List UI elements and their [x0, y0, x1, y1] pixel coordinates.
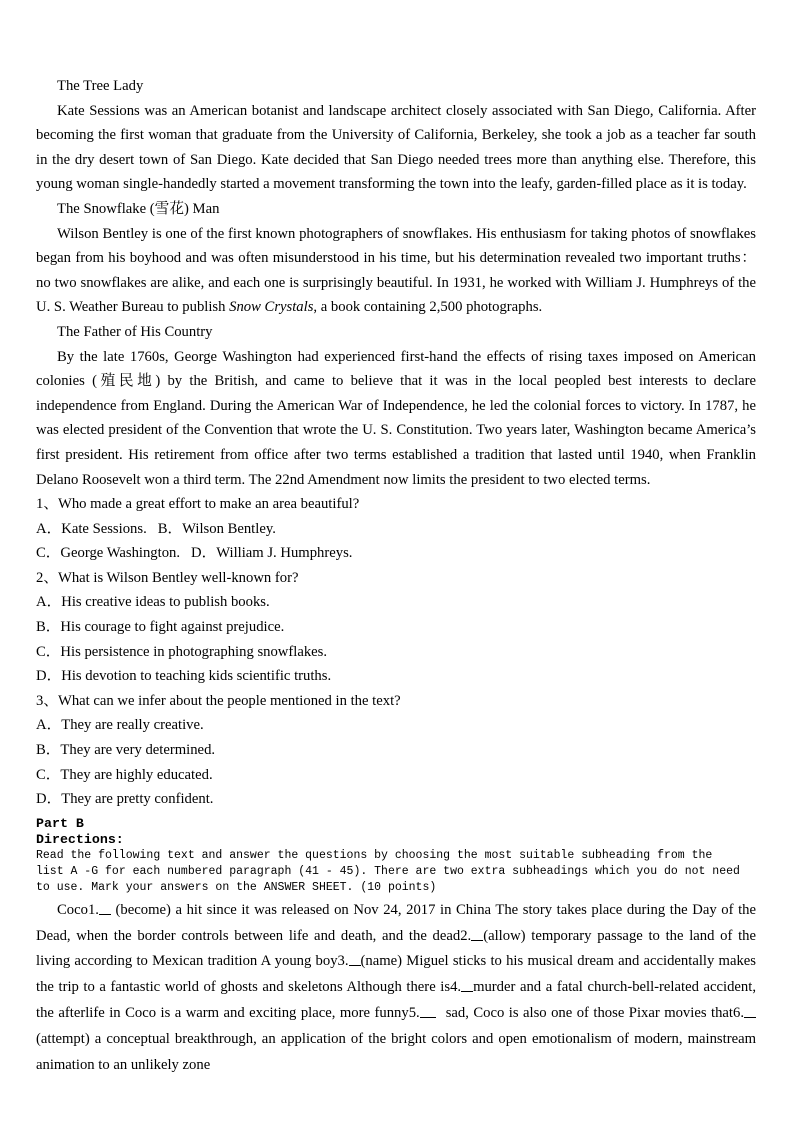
question-3-option-c: C．They are highly educated.: [36, 766, 213, 783]
passage-heading-snowflake-man: The Snowflake (雪花) Man: [57, 200, 220, 217]
cloze-text: (become) a hit since it was released on Nov 24, 2017 in China The story takes place during the Day of the Dead, when the border controls between life and death, and the dead: [36, 901, 756, 944]
cloze-text: sad, Coco is also one of those Pixar movies that: [445, 1004, 733, 1021]
blank-2-number: 2.: [460, 927, 472, 944]
question-3-option-a: A．They are really creative.: [36, 717, 204, 734]
passage-body-tree-lady: Kate Sessions was an American botanist and landscape architect closely associated with San Diego, California. After becoming the first woman that graduate from the University of California, Berkeley, she took a job as a teacher far south in the dry desert town of San Diego. Kate decided that San Diego needed trees more than anything else. Therefore, this young woman single-handedly started a movement transforming the town into the leafy, garden-filled place as it is today.: [36, 102, 756, 193]
passage-text: Wilson Bentley is one of the first known photographers of snowflakes. His enthusiasm for taking photos of snowflakes began from his boyhood and was often misunderstood in his time, but his determination revealed two important truths： no two snowflakes are alike, and each one is surprisingly beautiful. In 1931, he worked with William J. Humphreys of the U. S. Weather Bureau to publish: [36, 225, 756, 316]
cloze-text: (allow) temporary passage to the land of the living according to Mexican tradition A young boy: [36, 927, 756, 970]
blank-1-line: [99, 912, 111, 915]
cloze-text: (name) Miguel sticks to his musical dream and accidentally makes the trip to a fantastic world of ghosts and skeletons Although there is: [36, 953, 756, 996]
blank-3-number: 3.: [337, 953, 349, 970]
book-title-italic: Snow Crystals: [229, 299, 314, 316]
blank-3-line: [349, 963, 361, 966]
question-3-stem: 3、What can we infer about the people mentioned in the text?: [36, 692, 401, 709]
passage-heading-tree-lady: The Tree Lady: [57, 78, 144, 94]
directions-text: Read the following text and answer the questions by choosing the most suitable subheading from the list A -G for each numbered paragraph (41 - 45). There are two extra subheadings which you do not need to use. Mark your answers on the ANSWER SHEET. (10 points): [36, 849, 740, 894]
question-2-option-b: B．His courage to fight against prejudice.: [36, 619, 285, 636]
blank-4-number: 4.: [450, 979, 462, 996]
cloze-text: murder and a fatal church-bell-related accident, the afterlife in Coco is a warm and exciting place, more funny: [36, 979, 756, 1021]
blank-6-line: [744, 1015, 756, 1018]
directions-label: Directions:: [36, 832, 124, 848]
question-2-option-a: A．His creative ideas to publish books.: [36, 594, 270, 611]
cloze-text: (attempt) a conceptual breakthrough, an application of the bright colors and open emotionalism of modern, mainstream animation to an unlikely zone: [36, 1030, 756, 1073]
blank-1-number: 1.: [87, 901, 99, 918]
question-3-option-b: B．They are very determined.: [36, 742, 216, 759]
passage-body-snowflake-man: [36, 222, 756, 320]
question-1-options-cd: C．George Washington. D．William J. Humphreys.: [36, 545, 353, 562]
blank-2-line: [471, 938, 483, 941]
question-1-stem: 1、Who made a great effort to make an area beautiful?: [36, 496, 360, 513]
question-2-option-c: C．His persistence in photographing snowflakes.: [36, 643, 328, 660]
part-b-section: [36, 816, 756, 1079]
question-3-option-d: D．They are pretty confident.: [36, 791, 214, 808]
passage-body-father-of-country: By the late 1760s, George Washington had experienced first-hand the effects of rising taxes imposed on American colonies (殖民地) by the British, and came to believe that it was in the local peopled best interests to declare independence from England. During the American War of Independence, he led the colonial forces to victory. In 1787, he was elected president of the Convention that wrote the U. S. Constitution. Two years later, Washington became America’s first president. His retirement from office after two terms established a tradition that lasted until 1940, when Franklin Delano Roosevelt won a third term. The 22nd Amendment now limits the president to two elected terms.: [36, 348, 756, 488]
question-2-stem: 2、What is Wilson Bentley well-known for?: [36, 569, 299, 586]
cloze-paragraph: [36, 898, 756, 1079]
question-2-option-d: D．His devotion to teaching kids scientific truths.: [36, 668, 332, 685]
blank-4-line: [461, 989, 473, 992]
part-b-title: Part B: [36, 815, 84, 831]
blank-5-number: 5.: [408, 1004, 420, 1021]
question-1-options-ab: A．Kate Sessions. B．Wilson Bentley.: [36, 520, 276, 537]
blank-6-number: 6.: [733, 1004, 744, 1021]
passage-heading-father-of-country: The Father of His Country: [57, 323, 213, 340]
blank-5-line: [420, 1015, 436, 1018]
cloze-text: Coco: [57, 901, 88, 918]
passage-text: , a book containing 2,500 photographs.: [313, 299, 543, 316]
